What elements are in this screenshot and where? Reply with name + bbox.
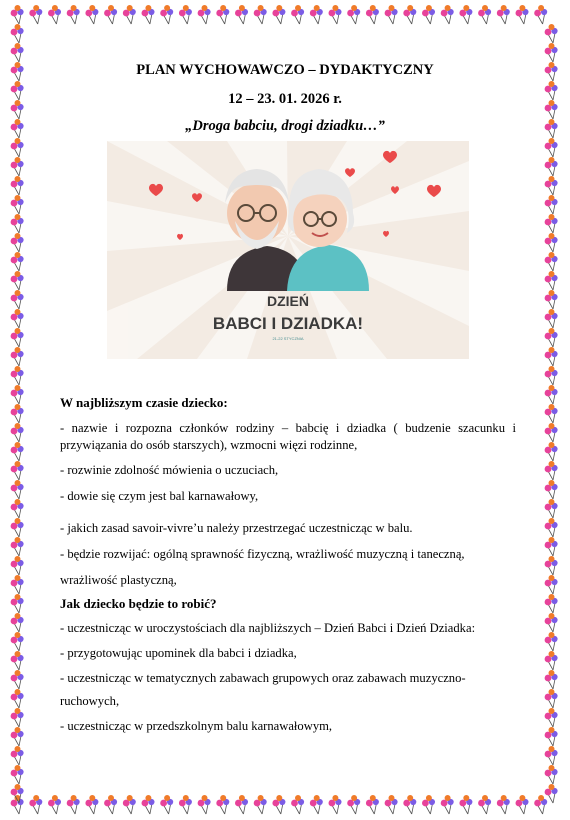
- section2-item: ruchowych,: [60, 694, 120, 708]
- balloon-icon: [11, 613, 24, 632]
- balloon-icon: [11, 252, 24, 271]
- balloon-icon: [11, 689, 24, 708]
- caption-line2: BABCI I DZIADKA!: [212, 314, 364, 333]
- balloon-icon: [104, 795, 117, 814]
- balloon-icon: [11, 442, 24, 461]
- balloon-icon: [545, 233, 558, 252]
- balloon-icon: [85, 795, 98, 814]
- section1-item: wrażliwość plastyczną,: [60, 573, 177, 587]
- balloon-icon: [11, 795, 24, 814]
- balloon-icon: [11, 575, 24, 594]
- balloon-icon: [310, 5, 323, 24]
- section1-item: - jakich zasad savoir-vivre’u należy przestrzegać uczestnicząc w balu.: [60, 521, 413, 535]
- balloon-icon: [11, 594, 24, 613]
- balloon-icon: [545, 43, 558, 62]
- balloon-icon: [11, 100, 24, 119]
- balloon-icon: [254, 5, 267, 24]
- balloon-icon: [11, 214, 24, 233]
- balloon-icon: [534, 795, 547, 814]
- balloon-icon: [11, 328, 24, 347]
- balloon-icon: [545, 81, 558, 100]
- balloon-icon: [403, 795, 416, 814]
- balloon-icon: [545, 366, 558, 385]
- balloon-icon: [545, 157, 558, 176]
- balloon-icon: [545, 271, 558, 290]
- balloon-icon: [545, 385, 558, 404]
- balloon-icon: [545, 746, 558, 765]
- caption-line1: DZIEŃ: [267, 293, 309, 309]
- balloon-icon: [545, 518, 558, 537]
- balloon-icon: [160, 5, 173, 24]
- balloon-icon: [11, 366, 24, 385]
- section1-item: - nazwie i rozpozna członków rodziny – babcię i dziadka ( budzenie szacunku i przywiązania do osób starszych), wzmocni więzi rodzinne,: [60, 421, 516, 452]
- balloon-icon: [11, 556, 24, 575]
- section1-heading: W najbliższym czasie dziecko:: [60, 395, 228, 410]
- balloon-icon: [29, 795, 42, 814]
- balloon-icon: [459, 5, 472, 24]
- balloon-icon: [11, 727, 24, 746]
- balloon-icon: [545, 670, 558, 689]
- plan-subtitle: „Droga babciu, drogi dziadku…”: [185, 118, 385, 134]
- balloon-icon: [545, 252, 558, 271]
- balloon-icon: [385, 795, 398, 814]
- balloon-icon: [545, 195, 558, 214]
- balloon-icon: [29, 5, 42, 24]
- balloon-icon: [534, 5, 547, 24]
- balloon-icon: [545, 290, 558, 309]
- caption-small: 21-22 STYCZNIA: [272, 336, 304, 341]
- balloon-icon: [478, 795, 491, 814]
- balloon-icon: [11, 347, 24, 366]
- balloon-icon: [11, 499, 24, 518]
- balloon-icon: [272, 795, 285, 814]
- balloon-icon: [179, 5, 192, 24]
- balloon-icon: [11, 423, 24, 442]
- section2-item: - przygotowując upominek dla babci i dziadka,: [60, 646, 297, 660]
- balloon-icon: [11, 385, 24, 404]
- balloon-icon: [11, 309, 24, 328]
- balloon-icon: [545, 442, 558, 461]
- balloon-icon: [11, 708, 24, 727]
- balloon-icon: [11, 233, 24, 252]
- balloon-icon: [11, 537, 24, 556]
- balloon-icon: [347, 795, 360, 814]
- balloon-icon: [545, 632, 558, 651]
- balloon-icon: [545, 480, 558, 499]
- balloon-icon: [385, 5, 398, 24]
- balloon-icon: [104, 5, 117, 24]
- balloon-icon: [478, 5, 491, 24]
- balloon-icon: [235, 5, 248, 24]
- balloon-icon: [366, 795, 379, 814]
- balloon-icon: [11, 5, 24, 24]
- balloon-icon: [123, 5, 136, 24]
- section1-item: - będzie rozwijać: ogólną sprawność fizyczną, wrażliwość muzyczną i taneczną,: [60, 547, 465, 561]
- balloon-icon: [545, 594, 558, 613]
- balloon-icon: [11, 119, 24, 138]
- balloon-icon: [11, 670, 24, 689]
- section1-item: - dowie się czym jest bal karnawałowy,: [60, 489, 259, 503]
- balloon-icon: [11, 480, 24, 499]
- balloon-icon: [545, 499, 558, 518]
- balloon-icon: [545, 556, 558, 575]
- plan-dates: 12 – 23. 01. 2026 r.: [228, 91, 342, 107]
- balloon-icon: [545, 613, 558, 632]
- balloon-icon: [545, 537, 558, 556]
- grandparents-illustration: [107, 141, 469, 359]
- balloon-icon: [347, 5, 360, 24]
- balloon-icon: [459, 795, 472, 814]
- balloon-icon: [545, 708, 558, 727]
- balloon-icon: [422, 795, 435, 814]
- balloon-icon: [11, 518, 24, 537]
- balloon-icon: [545, 328, 558, 347]
- section2-heading: Jak dziecko będzie to robić?: [60, 596, 217, 611]
- balloon-icon: [216, 795, 229, 814]
- balloon-icon: [11, 404, 24, 423]
- balloon-icon: [291, 5, 304, 24]
- balloon-icon: [11, 461, 24, 480]
- plan-title: PLAN WYCHOWAWCZO – DYDAKTYCZNY: [136, 62, 434, 78]
- balloon-icon: [272, 5, 285, 24]
- balloon-icon: [403, 5, 416, 24]
- balloon-icon: [545, 214, 558, 233]
- balloon-icon: [545, 62, 558, 81]
- balloon-icon: [142, 5, 155, 24]
- balloon-icon: [497, 5, 510, 24]
- section2-item: - uczestnicząc w tematycznych zabawach grupowych oraz zabawach muzyczno-: [60, 671, 466, 685]
- balloon-icon: [11, 765, 24, 784]
- page-content: [34, 30, 536, 790]
- balloon-icon: [545, 689, 558, 708]
- balloon-icon: [142, 795, 155, 814]
- balloon-icon: [545, 461, 558, 480]
- balloon-icon: [11, 157, 24, 176]
- balloon-icon: [545, 575, 558, 594]
- balloon-icon: [441, 5, 454, 24]
- balloon-icon: [545, 404, 558, 423]
- balloon-icon: [11, 746, 24, 765]
- balloon-icon: [329, 5, 342, 24]
- balloon-icon: [310, 795, 323, 814]
- balloon-icon: [67, 795, 80, 814]
- balloon-icon: [422, 5, 435, 24]
- balloon-icon: [545, 651, 558, 670]
- balloon-icon: [216, 5, 229, 24]
- section2-item: - uczestnicząc w przedszkolnym balu karnawałowym,: [60, 719, 333, 733]
- balloon-icon: [198, 5, 211, 24]
- balloon-icon: [198, 795, 211, 814]
- section2-item: - uczestnicząc w uroczystościach dla najbliższych – Dzień Babci i Dzień Dziadka:: [60, 621, 476, 635]
- balloon-icon: [48, 795, 61, 814]
- balloon-icon: [497, 795, 510, 814]
- balloon-icon: [545, 765, 558, 784]
- balloon-icon: [545, 347, 558, 366]
- balloon-icon: [254, 795, 267, 814]
- balloon-icon: [545, 309, 558, 328]
- balloon-icon: [545, 423, 558, 442]
- balloon-icon: [291, 795, 304, 814]
- balloon-icon: [11, 43, 24, 62]
- balloon-icon: [11, 138, 24, 157]
- balloon-icon: [67, 5, 80, 24]
- balloon-icon: [441, 795, 454, 814]
- balloon-icon: [366, 5, 379, 24]
- balloon-icon: [11, 290, 24, 309]
- balloon-icon: [545, 176, 558, 195]
- balloon-icon: [516, 5, 529, 24]
- section1-item: - rozwinie zdolność mówienia o uczuciach,: [60, 463, 279, 477]
- balloon-icon: [123, 795, 136, 814]
- balloon-icon: [160, 795, 173, 814]
- balloon-icon: [11, 632, 24, 651]
- balloon-icon: [11, 651, 24, 670]
- balloon-icon: [11, 62, 24, 81]
- balloon-icon: [545, 100, 558, 119]
- balloon-icon: [545, 24, 558, 43]
- balloon-icon: [11, 271, 24, 290]
- balloon-icon: [11, 24, 24, 43]
- balloon-icon: [545, 727, 558, 746]
- balloon-icon: [516, 795, 529, 814]
- balloon-icon: [11, 195, 24, 214]
- balloon-icon: [48, 5, 61, 24]
- balloon-icon: [11, 176, 24, 195]
- balloon-icon: [545, 138, 558, 157]
- balloon-icon: [329, 795, 342, 814]
- balloon-icon: [179, 795, 192, 814]
- balloon-icon: [11, 81, 24, 100]
- balloon-icon: [545, 119, 558, 138]
- balloon-icon: [235, 795, 248, 814]
- balloon-icon: [85, 5, 98, 24]
